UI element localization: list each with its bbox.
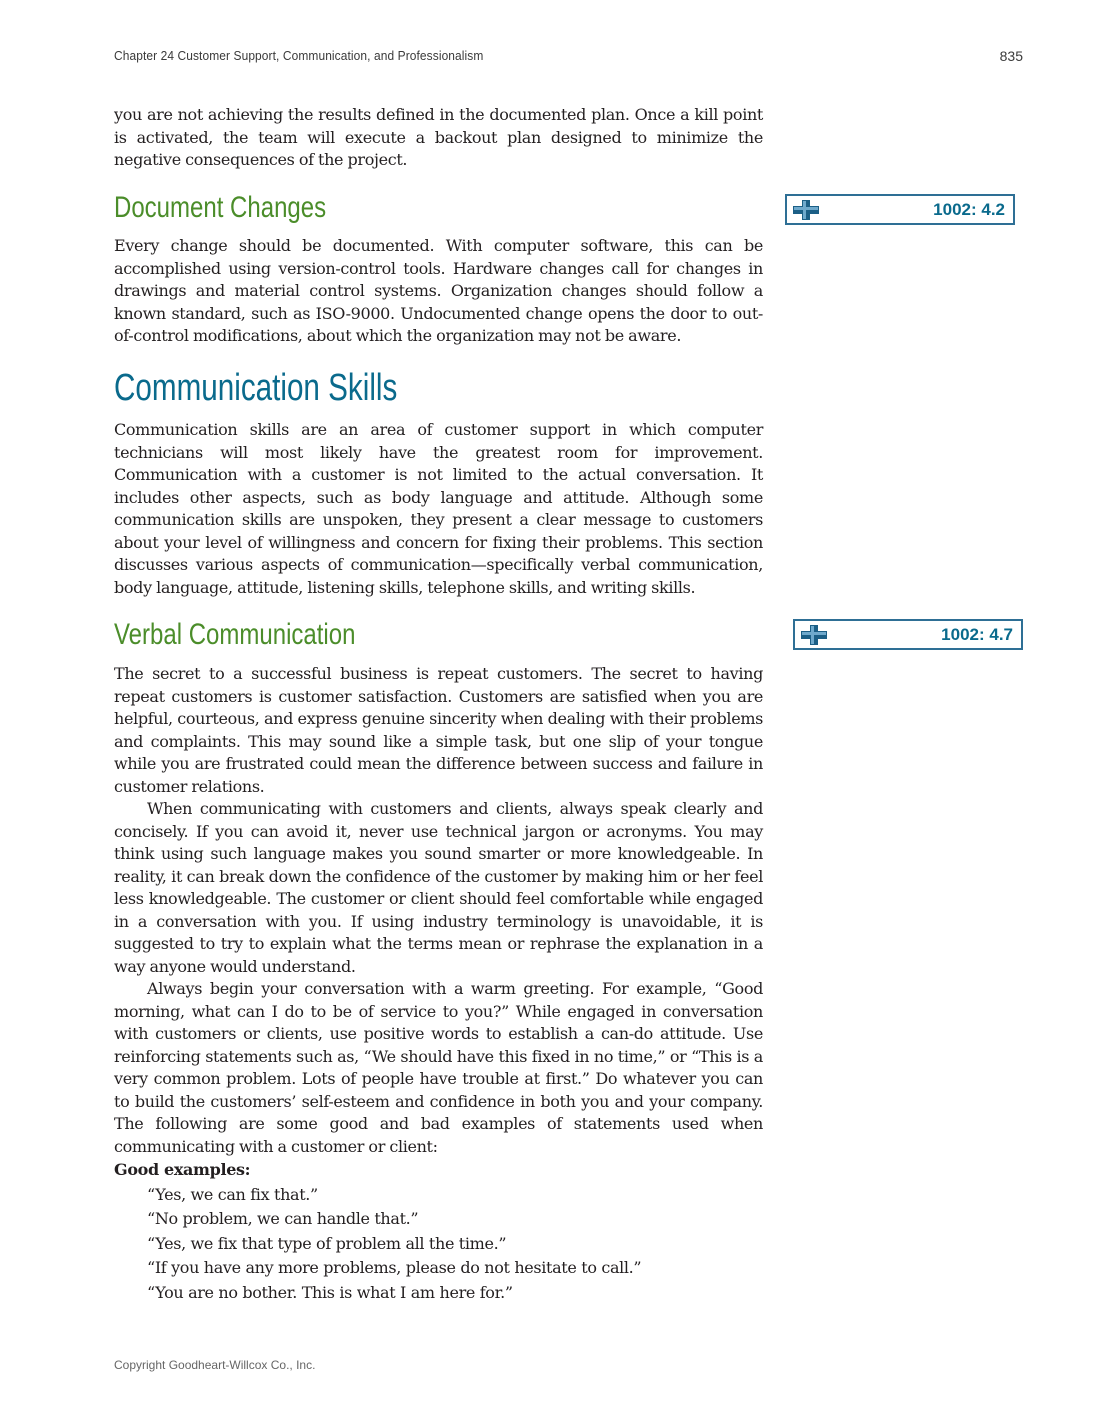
verbal-communication-body <box>114 663 763 1158</box>
verbal-paragraph-2: When communicating with customers and clients, always speak clearly and concisely. If you can avoid it, never use technical jargon or acronyms. You may think using such language makes you sound smarter or more knowledgeable. In reality, it can break down the confidence of the customer by making him or her feel less knowledgeable. The customer or client should feel comfortable while engaged in a conversation with you. If using industry terminology is unavoidable, it is suggested to try to explain what the terms mean or rephrase the explanation in a way anyone would understand. <box>114 799 763 976</box>
plus-cross-icon <box>793 200 819 220</box>
verbal-paragraph-1: The secret to a successful business is repeat customers. The secret to having repeat customers is customer satisfaction. Customers are satisfied when you are helpful, courteous, and express genuine sincerity when dealing with their problems and complaints. This may sound like a simple task, but one slip of your tongue while you are frustrated could mean the difference between success and failure in customer relations. <box>114 664 763 796</box>
document-changes-paragraph: Every change should be documented. With computer software, this can be accomplished using version-control tools. Hardware changes call for changes in drawings and material control systems. Organization changes should follow a known standard, such as ISO-9000. Undocumented change opens the door to out-of-control modifications, about which the organization may not be aware. <box>114 236 763 345</box>
objective-box-4-7 <box>793 619 1023 650</box>
good-examples-list <box>114 1158 763 1305</box>
good-examples-label: Good examples: <box>114 1160 251 1179</box>
objective-box-4-2 <box>785 194 1015 225</box>
verbal-paragraph-3: Always begin your conversation with a warm greeting. For example, “Good morning, what can I do to be of service to you?” While engaged in conversation with customers or clients, use positive words to establish a can-do attitude. Use reinforcing statements such as, “We should have this fixed in no time,” or “This is a very common problem. Lots of people have trouble at first.” Do whatever you can to build the customers’ self-esteem and confidence in both you and your company. The following are some good and bad examples of statements used when communicating with a customer or client: <box>114 979 763 1156</box>
objective-label: 1002: 4.7 <box>941 625 1013 644</box>
list-item: “Yes, we fix that type of problem all the time.” <box>147 1233 507 1253</box>
plus-cross-icon <box>801 625 827 645</box>
intro-paragraph: you are not achieving the results defined in the documented plan. Once a kill point is activated, the team will execute a backout plan designed to minimize the negative consequences of the project. <box>114 105 763 169</box>
running-head <box>114 48 1023 68</box>
document-changes-body <box>114 235 763 348</box>
communication-skills-body <box>114 419 763 599</box>
objective-label: 1002: 4.2 <box>933 200 1005 219</box>
list-item: “Yes, we can fix that.” <box>147 1184 318 1204</box>
communication-skills-heading: Communication Skills <box>114 367 398 409</box>
copyright-footer: Copyright Goodheart-Willcox Co., Inc. <box>114 1358 316 1372</box>
list-item: “No problem, we can handle that.” <box>147 1209 419 1228</box>
page-number: 835 <box>999 48 1023 64</box>
chapter-title: Chapter 24 Customer Support, Communication, and Professionalism <box>114 48 484 63</box>
list-item: “If you have any more problems, please do not hesitate to call.” <box>147 1258 642 1277</box>
document-changes-heading: Document Changes <box>114 191 327 224</box>
verbal-communication-heading: Verbal Communication <box>114 618 356 651</box>
intro-paragraph-block <box>114 104 763 172</box>
list-item: “You are no bother. This is what I am here for.” <box>147 1282 513 1302</box>
communication-skills-paragraph: Communication skills are an area of customer support in which computer technicians will most likely have the greatest room for improvement. Communication with a customer is not limited to the actual conversation. It includes other aspects, such as body language and attitude. Although some communication skills are unspoken, they present a clear message to customers about your level of willingness and concern for fixing their problems. This section discusses various aspects of communication—specifically verbal communication, body language, attitude, listening skills, telephone skills, and writing skills. <box>114 420 763 597</box>
